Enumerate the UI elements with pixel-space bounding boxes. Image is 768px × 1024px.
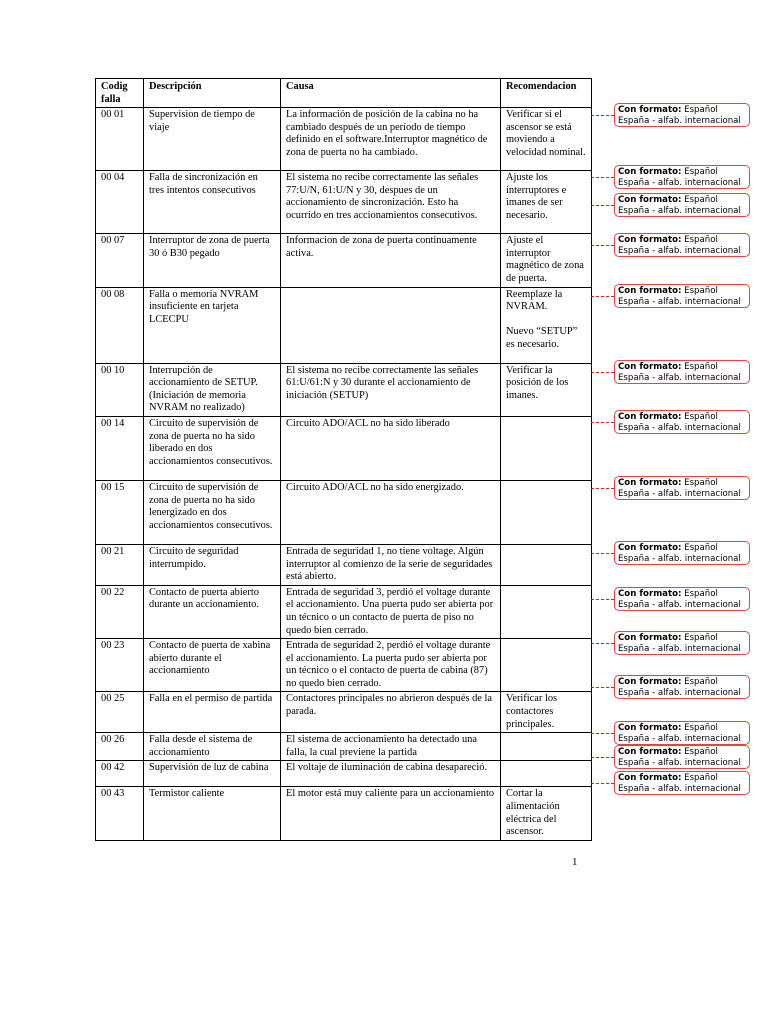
comment-connector <box>591 757 614 759</box>
comment-text: Español España - alfab. internacional <box>618 723 741 744</box>
comment-balloon[interactable] <box>614 103 750 127</box>
header-description: Descripción <box>144 79 281 108</box>
table-row <box>96 692 592 733</box>
fault-cause: El sistema no recibe correctamente las señales 61:U/61:N y 30 durante el accionamiento de iniciación (SETUP) <box>281 363 501 416</box>
comment-label: Con formato: <box>618 543 682 553</box>
comment-text: Español España - alfab. internacional <box>618 633 741 654</box>
fault-recommendation: Verificar la posición de los imanes. <box>501 363 592 416</box>
comment-label: Con formato: <box>618 723 682 733</box>
fault-cause: El sistema no recibe correctamente las señales 77:U/N, 61:U/N y 30, despues de un accionamiento de sincronización. Esto ha ocurrido en tres accionamientos consecutivos. <box>281 171 501 234</box>
comment-balloon[interactable] <box>614 284 750 308</box>
fault-recommendation <box>501 639 592 692</box>
fault-code: 00 01 <box>96 108 144 171</box>
fault-description: Supervision de tiempo de viaje <box>144 108 281 171</box>
fault-code: 00 08 <box>96 287 144 363</box>
comment-text: Español España - alfab. internacional <box>618 773 741 794</box>
comment-balloon[interactable] <box>614 165 750 189</box>
fault-recommendation <box>501 585 592 638</box>
fault-code: 00 21 <box>96 544 144 585</box>
comment-text: Español España - alfab. internacional <box>618 286 741 307</box>
fault-recommendation <box>501 480 592 544</box>
comment-text: Español España - alfab. internacional <box>618 362 741 383</box>
comment-balloon[interactable] <box>614 771 750 795</box>
comment-balloon[interactable] <box>614 410 750 434</box>
comment-label: Con formato: <box>618 195 682 205</box>
fault-recommendation: Ajuste los interruptores e imanes de ser necesario. <box>501 171 592 234</box>
fault-description: Circuito de supervisión de zona de puerta no ha sido liberado en dos accionamientos consecutivos. <box>144 416 281 480</box>
comment-connector <box>591 422 614 424</box>
fault-recommendation: Ajuste el interruptor magnético de zona de puerta. <box>501 234 592 287</box>
comment-balloon[interactable] <box>614 193 750 217</box>
fault-description: Interruptor de zona de puerta 30 ó B30 pegado <box>144 234 281 287</box>
comment-connector <box>591 643 614 645</box>
comment-connector <box>591 372 614 374</box>
comment-connector <box>591 296 614 298</box>
table-row <box>96 480 592 544</box>
fault-description: Falla de sincronización en tres intentos consecutivos <box>144 171 281 234</box>
fault-cause: El sistema de accionamiento ha detectado una falla, la cual previene la partida <box>281 733 501 761</box>
comment-connector <box>591 488 614 490</box>
table-row <box>96 363 592 416</box>
fault-description: Circuito de seguridad interrumpido. <box>144 544 281 585</box>
fault-cause: Circuito ADO/ACL no ha sido liberado <box>281 416 501 480</box>
table-header-row <box>96 79 592 108</box>
fault-code: 00 07 <box>96 234 144 287</box>
fault-description: Circuito de supervisión de zona de puerta no ha sido lenergizado en dos accionamientos consecutivos. <box>144 480 281 544</box>
comment-balloon[interactable] <box>614 675 750 699</box>
comment-label: Con formato: <box>618 747 682 757</box>
comment-connector <box>591 245 614 247</box>
table-row <box>96 733 592 761</box>
comment-balloon[interactable] <box>614 721 750 745</box>
comment-label: Con formato: <box>618 362 682 372</box>
comment-text: Español España - alfab. internacional <box>618 478 741 499</box>
fault-description: Falla desde el sistema de accionamiento <box>144 733 281 761</box>
fault-cause: Entrada de seguridad 1, no tiene voltage. Algún interruptor al comienzo de la serie de seguridades está abierto. <box>281 544 501 585</box>
comment-text: Español España - alfab. internacional <box>618 235 741 256</box>
fault-recommendation <box>501 761 592 787</box>
fault-cause: El voltaje de iluminación de cabina desapareció. <box>281 761 501 787</box>
table-row <box>96 108 592 171</box>
comment-balloon[interactable] <box>614 476 750 500</box>
comment-balloon[interactable] <box>614 541 750 565</box>
fault-cause <box>281 287 501 363</box>
comment-connector <box>591 599 614 601</box>
fault-recommendation <box>501 416 592 480</box>
comment-label: Con formato: <box>618 589 682 599</box>
fault-cause: Contactores principales no abrieron después de la parada. <box>281 692 501 733</box>
comment-balloon[interactable] <box>614 360 750 384</box>
comment-connector <box>591 115 614 117</box>
fault-code: 00 25 <box>96 692 144 733</box>
fault-description: Interrupción de accionamiento de SETUP. (Iniciación de memoria NVRAM no realizado) <box>144 363 281 416</box>
comment-label: Con formato: <box>618 412 682 422</box>
header-code: Codig falla <box>96 79 144 108</box>
comment-label: Con formato: <box>618 677 682 687</box>
header-recommendation: Recomendacion <box>501 79 592 108</box>
fault-cause: Circuito ADO/ACL no ha sido energizado. <box>281 480 501 544</box>
comment-text: Español España - alfab. internacional <box>618 543 741 564</box>
comment-text: Español España - alfab. internacional <box>618 747 741 768</box>
comment-label: Con formato: <box>618 478 682 488</box>
comment-text: Español España - alfab. internacional <box>618 167 741 188</box>
fault-recommendation: Reemplaze la NVRAM. Nuevo “SETUP” es necesario. <box>501 287 592 363</box>
fault-code: 00 14 <box>96 416 144 480</box>
comment-connector <box>591 783 614 785</box>
comment-connector <box>591 205 614 207</box>
table-row <box>96 761 592 787</box>
fault-description: Falla o memoria NVRAM insuficiente en tarjeta LCECPU <box>144 287 281 363</box>
fault-recommendation: Verificar los contactores principales. <box>501 692 592 733</box>
fault-code: 00 23 <box>96 639 144 692</box>
fault-cause: El motor está muy caliente para un accionamiento <box>281 787 501 840</box>
fault-codes-table <box>95 78 592 841</box>
comment-label: Con formato: <box>618 105 682 115</box>
fault-description: Contacto de puerta abierto durante un accionamiento. <box>144 585 281 638</box>
comment-balloon[interactable] <box>614 745 750 769</box>
fault-recommendation <box>501 733 592 761</box>
fault-code: 00 15 <box>96 480 144 544</box>
fault-description: Termistor caliente <box>144 787 281 840</box>
fault-cause: La información de posición de la cabina no ha cambiado después de un período de tiempo definido en el software.Interruptor magnético de zona de puerta no ha cambiado. <box>281 108 501 171</box>
page-number: 1 <box>572 856 578 868</box>
table-row <box>96 234 592 287</box>
comment-connector <box>591 177 614 179</box>
comment-label: Con formato: <box>618 167 682 177</box>
table-row <box>96 639 592 692</box>
comment-connector <box>591 553 614 555</box>
comment-balloon[interactable] <box>614 587 750 611</box>
comment-text: Español España - alfab. internacional <box>618 412 741 433</box>
fault-code: 00 10 <box>96 363 144 416</box>
comment-text: Español España - alfab. internacional <box>618 589 741 610</box>
fault-description: Contacto de puerta de xabina abierto durante el accionamiento <box>144 639 281 692</box>
fault-description: Falla en el permiso de partida <box>144 692 281 733</box>
comment-label: Con formato: <box>618 286 682 296</box>
comment-label: Con formato: <box>618 235 682 245</box>
table-row <box>96 416 592 480</box>
fault-cause: Entrada de seguridad 3, perdió el voltage durante el accionamiento. Una puerta pudo ser abierta por un técnico o un contacto de puerta de piso no quedo bien cerrado. <box>281 585 501 638</box>
fault-code: 00 26 <box>96 733 144 761</box>
comment-label: Con formato: <box>618 633 682 643</box>
fault-code: 00 42 <box>96 761 144 787</box>
fault-recommendation: Verificar si el ascensor se está moviendo a velocidad nominal. <box>501 108 592 171</box>
comment-balloon[interactable] <box>614 631 750 655</box>
header-cause: Causa <box>281 79 501 108</box>
fault-recommendation <box>501 544 592 585</box>
comment-text: Español España - alfab. internacional <box>618 195 741 216</box>
table-row <box>96 787 592 840</box>
fault-recommendation: Cortar la alimentación eléctrica del ascensor. <box>501 787 592 840</box>
comment-text: Español España - alfab. internacional <box>618 105 741 126</box>
comment-connector <box>591 733 614 735</box>
table-row <box>96 544 592 585</box>
fault-cause: Informacion de zona de puerta continuamente activa. <box>281 234 501 287</box>
fault-code: 00 43 <box>96 787 144 840</box>
table-row <box>96 585 592 638</box>
fault-description: Supervisión de luz de cabina <box>144 761 281 787</box>
comment-connector <box>591 687 614 689</box>
comment-balloon[interactable] <box>614 233 750 257</box>
comment-label: Con formato: <box>618 773 682 783</box>
fault-cause: Entrada de seguridad 2, perdió el voltage durante el accionamiento. La puerta pudo ser abierta por un técnico o el contacto de puerta de cabina (87) no quedo bien cerrado. <box>281 639 501 692</box>
fault-code: 00 04 <box>96 171 144 234</box>
comment-text: Español España - alfab. internacional <box>618 677 741 698</box>
table-row <box>96 287 592 363</box>
fault-code: 00 22 <box>96 585 144 638</box>
table-row <box>96 171 592 234</box>
